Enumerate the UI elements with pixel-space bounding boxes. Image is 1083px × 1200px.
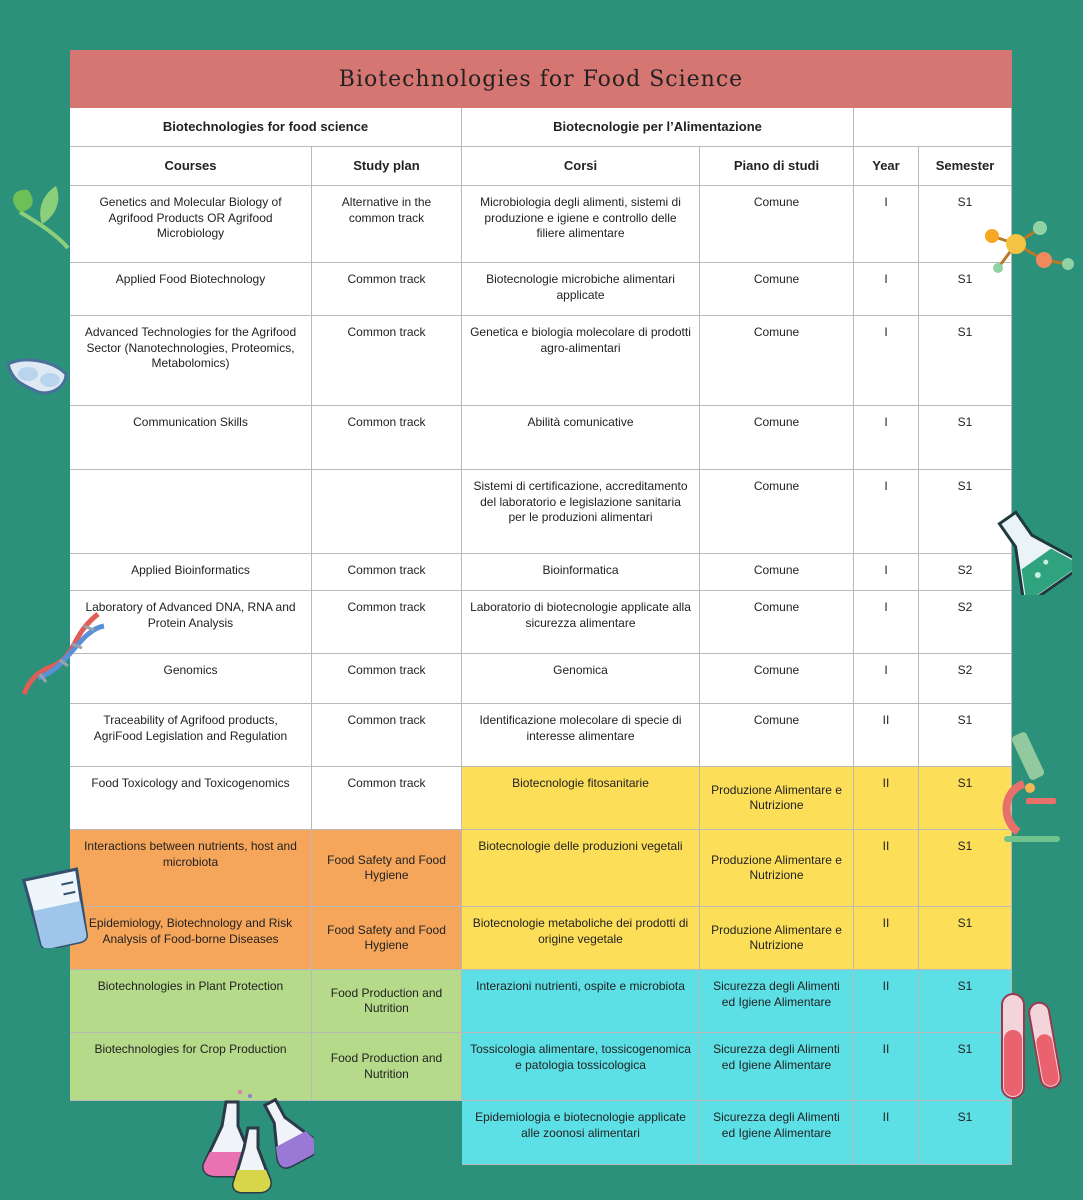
test-tubes-icon <box>996 990 1070 1102</box>
piano-cell: Comune <box>700 554 854 591</box>
corso-cell: Microbiologia degli alimenti, sistemi di produzione e igiene e controllo delle filiere alimentare <box>462 186 700 263</box>
study-plan-cell: Common track <box>312 554 462 591</box>
piano-cell: Comune <box>700 704 854 767</box>
course-cell: Biotechnologies for Crop Production <box>70 1033 312 1101</box>
piano-cell: Comune <box>700 654 854 704</box>
study-plan-cell: Food Production and Nutrition <box>312 1033 462 1101</box>
course-cell: Biotechnologies in Plant Protection <box>70 970 312 1033</box>
year-cell: I <box>854 263 919 316</box>
column-header-year: Year <box>854 147 919 186</box>
year-cell: I <box>854 316 919 406</box>
corso-cell: Interazioni nutrienti, ospite e microbiota <box>462 970 700 1033</box>
study-plan-cell <box>312 470 462 554</box>
year-cell: I <box>854 591 919 654</box>
piano-cell: Comune <box>700 470 854 554</box>
page-title: Biotechnologies for Food Science <box>70 50 1012 108</box>
piano-cell: Comune <box>700 263 854 316</box>
year-cell: II <box>854 1101 919 1165</box>
semester-cell: S1 <box>919 907 1012 970</box>
course-cell <box>70 470 312 554</box>
piano-cell: Sicurezza degli Alimenti ed Igiene Alimentare <box>700 1101 854 1165</box>
year-cell: II <box>854 1033 919 1101</box>
year-cell: I <box>854 470 919 554</box>
year-cell: I <box>854 406 919 470</box>
corso-cell: Biotecnologie microbiche alimentari applicate <box>462 263 700 316</box>
semester-cell: S1 <box>919 1033 1012 1101</box>
corso-cell: Identificazione molecolare di specie di interesse alimentare <box>462 704 700 767</box>
corso-cell: Biotecnologie delle produzioni vegetali <box>462 830 700 907</box>
corso-cell: Biotecnologie metaboliche dei prodotti di origine vegetale <box>462 907 700 970</box>
semester-cell: S1 <box>919 406 1012 470</box>
course-cell: Laboratory of Advanced DNA, RNA and Protein Analysis <box>70 591 312 654</box>
study-plan-cell: Alternative in the common track <box>312 186 462 263</box>
year-cell: II <box>854 830 919 907</box>
study-plan-cell: Food Production and Nutrition <box>312 970 462 1033</box>
course-cell: Epidemiology, Biotechnology and Risk Analysis of Food-borne Diseases <box>70 907 312 970</box>
corso-cell: Tossicologia alimentare, tossicogenomica e patologia tossicologica <box>462 1033 700 1101</box>
piano-cell: Produzione Alimentare e Nutrizione <box>700 907 854 970</box>
course-cell: Genetics and Molecular Biology of Agrifood Products OR Agrifood Microbiology <box>70 186 312 263</box>
flasks-icon <box>196 1088 314 1194</box>
study-plan-cell: Common track <box>312 591 462 654</box>
year-cell: I <box>854 554 919 591</box>
semester-cell: S2 <box>919 591 1012 654</box>
corso-cell: Epidemiologia e biotecnologie applicate alle zoonosi alimentari <box>462 1101 700 1165</box>
course-cell: Communication Skills <box>70 406 312 470</box>
corso-cell: Biotecnologie fitosanitarie <box>462 767 700 830</box>
leaf-icon <box>6 182 74 252</box>
year-cell: II <box>854 970 919 1033</box>
semester-cell: S1 <box>919 316 1012 406</box>
piano-cell: Comune <box>700 406 854 470</box>
piano-cell: Comune <box>700 591 854 654</box>
piano-cell: Produzione Alimentare e Nutrizione <box>700 830 854 907</box>
semester-cell: S1 <box>919 830 1012 907</box>
piano-cell: Sicurezza degli Alimenti ed Igiene Alimentare <box>700 1033 854 1101</box>
piano-cell: Produzione Alimentare e Nutrizione <box>700 767 854 830</box>
semester-cell: S2 <box>919 554 1012 591</box>
semester-cell: S1 <box>919 186 1012 263</box>
study-plan-cell: Common track <box>312 654 462 704</box>
study-plan-cell: Food Safety and Food Hygiene <box>312 907 462 970</box>
course-cell: Applied Food Biotechnology <box>70 263 312 316</box>
study-plan-cell: Common track <box>312 316 462 406</box>
corso-cell: Genetica e biologia molecolare di prodotti agro-alimentari <box>462 316 700 406</box>
dna-icon <box>18 608 108 700</box>
column-header-semester: Semester <box>919 147 1012 186</box>
semester-cell: S1 <box>919 704 1012 767</box>
flask-icon <box>988 505 1072 595</box>
semester-cell: S1 <box>919 470 1012 554</box>
group-header-empty <box>854 108 1012 147</box>
course-cell: Food Toxicology and Toxicogenomics <box>70 767 312 830</box>
study-plan-cell: Common track <box>312 263 462 316</box>
course-cell: Interactions between nutrients, host and microbiota <box>70 830 312 907</box>
year-cell: I <box>854 654 919 704</box>
semester-cell: S1 <box>919 1101 1012 1165</box>
column-header-corsi: Corsi <box>462 147 700 186</box>
study-plan-cell: Common track <box>312 406 462 470</box>
course-cell: Genomics <box>70 654 312 704</box>
course-cell: Applied Bioinformatics <box>70 554 312 591</box>
course-cell: Traceability of Agrifood products, AgriFood Legislation and Regulation <box>70 704 312 767</box>
year-cell: II <box>854 907 919 970</box>
semester-cell: S1 <box>919 263 1012 316</box>
column-header-study-plan: Study plan <box>312 147 462 186</box>
piano-cell: Comune <box>700 186 854 263</box>
beaker-icon <box>20 866 94 948</box>
study-plan-cell: Common track <box>312 767 462 830</box>
goggles-icon <box>4 352 74 402</box>
year-cell: II <box>854 767 919 830</box>
study-plan-cell: Food Safety and Food Hygiene <box>312 830 462 907</box>
year-cell: I <box>854 186 919 263</box>
group-header-english: Biotechnologies for food science <box>70 108 462 147</box>
corso-cell: Genomica <box>462 654 700 704</box>
study-plan-cell: Common track <box>312 704 462 767</box>
piano-cell: Sicurezza degli Alimenti ed Igiene Alimentare <box>700 970 854 1033</box>
semester-cell: S1 <box>919 767 1012 830</box>
microscope-icon <box>990 728 1064 844</box>
corso-cell: Laboratorio di biotecnologie applicate alla sicurezza alimentare <box>462 591 700 654</box>
group-header-italian: Biotecnologie per l’Alimentazione <box>462 108 854 147</box>
column-header-piano: Piano di studi <box>700 147 854 186</box>
corso-cell: Abilità comunicative <box>462 406 700 470</box>
semester-cell: S1 <box>919 970 1012 1033</box>
molecule-icon <box>980 212 1078 280</box>
corso-cell: Bioinformatica <box>462 554 700 591</box>
year-cell: II <box>854 704 919 767</box>
piano-cell: Comune <box>700 316 854 406</box>
column-header-courses: Courses <box>70 147 312 186</box>
semester-cell: S2 <box>919 654 1012 704</box>
course-cell: Advanced Technologies for the Agrifood Sector (Nanotechnologies, Proteomics, Metabolomics) <box>70 316 312 406</box>
corso-cell: Sistemi di certificazione, accreditamento del laboratorio e legislazione sanitaria per le produzioni alimentari <box>462 470 700 554</box>
